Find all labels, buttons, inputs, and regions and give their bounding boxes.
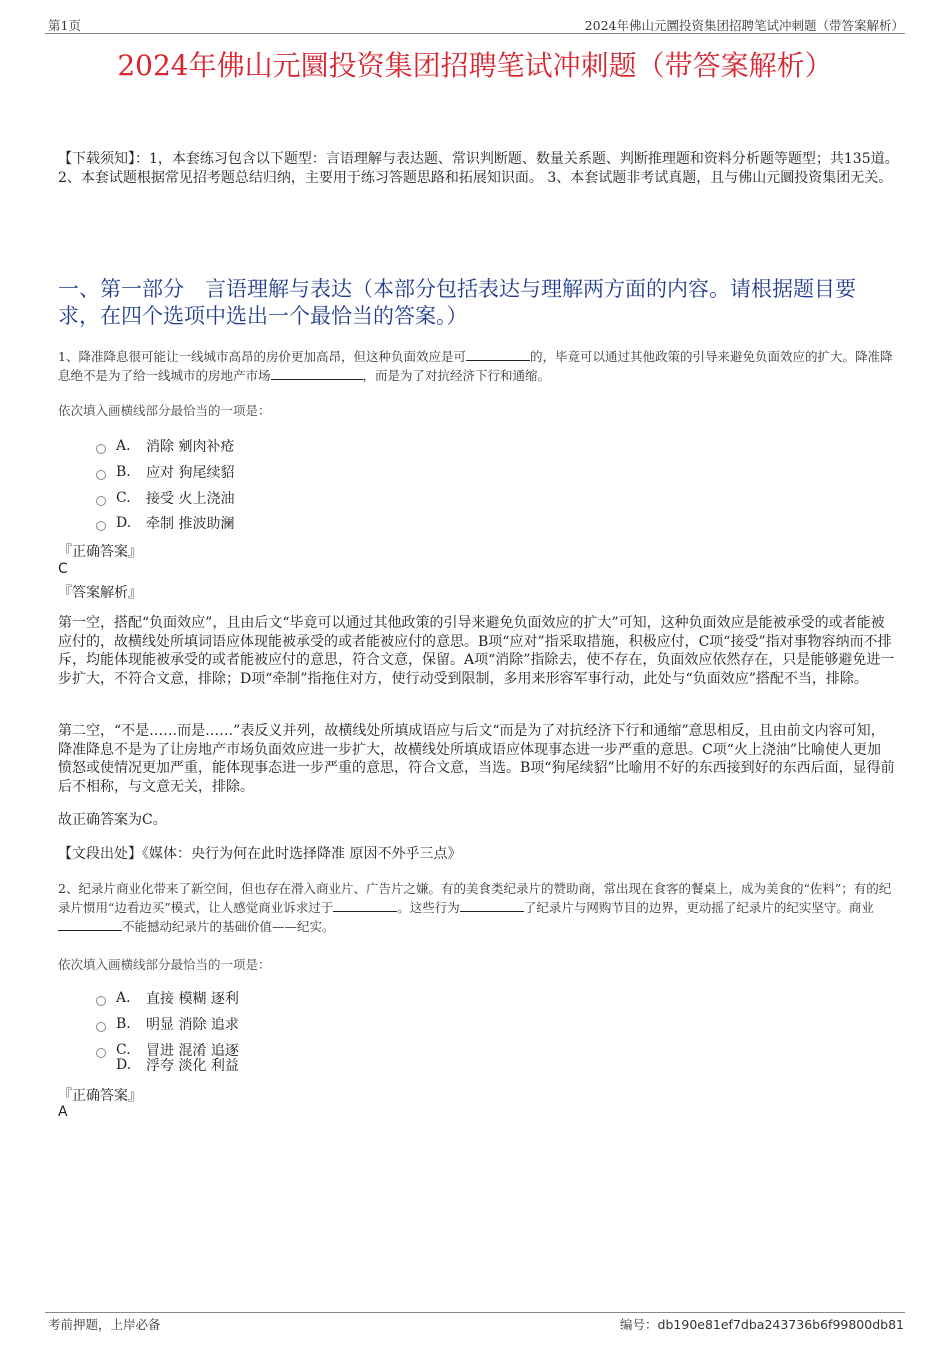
blank-3 bbox=[58, 918, 122, 931]
blank-1 bbox=[466, 348, 530, 361]
q1-option-b[interactable]: B. 应对 狗尾续貂 bbox=[96, 462, 234, 482]
q2-answer: A bbox=[58, 1104, 68, 1120]
question-2-hint: 依次填入画横线部分最恰当的一项是： bbox=[58, 957, 271, 972]
blank-2 bbox=[271, 367, 363, 380]
q1-conclusion: 故正确答案为C。 bbox=[58, 812, 167, 828]
q2-answer-label: 『正确答案』 bbox=[58, 1088, 142, 1104]
radio-icon[interactable] bbox=[96, 496, 106, 506]
q1-answer: C bbox=[58, 561, 68, 577]
download-notice: 【下载须知】：1，本套练习包含以下题型：言语理解与表达题、常识判断题、数量关系题、判断推理题和资料分析题等题型；共135道。 2、本套试题根据常见招考题总结归纳，主要用于练习答题思路和拓展知识面。 3、本套试题非考试真题，且与佛山元圜投资集团无关。 bbox=[58, 151, 899, 186]
blank-1 bbox=[333, 899, 397, 912]
header-divider bbox=[45, 33, 905, 34]
q1-option-d[interactable]: D. 牵制 推波助澜 bbox=[96, 513, 234, 533]
radio-icon[interactable] bbox=[96, 470, 106, 480]
radio-icon[interactable] bbox=[96, 444, 106, 454]
radio-icon[interactable] bbox=[96, 1022, 106, 1032]
footer-code: 编号：db190e81ef7dba243736b6f99800db81 bbox=[620, 1317, 904, 1332]
q1-source: 【文段出处】《媒体：央行为何在此时选择降准 原因不外乎三点》 bbox=[58, 846, 462, 862]
question-1-hint: 依次填入画横线部分最恰当的一项是： bbox=[58, 403, 271, 418]
radio-icon[interactable] bbox=[96, 521, 106, 531]
header-doc-title: 2024年佛山元圜投资集团招聘笔试冲刺题（带答案解析） bbox=[584, 18, 904, 33]
q2-option-d[interactable]: D. 浮夸 淡化 利益 bbox=[116, 1057, 239, 1074]
q1-option-a[interactable]: A. 消除 剜肉补疮 bbox=[96, 436, 234, 456]
radio-icon[interactable] bbox=[96, 996, 106, 1006]
footer-slogan: 考前押题，上岸必备 bbox=[48, 1317, 161, 1332]
q1-analysis-label: 『答案解析』 bbox=[58, 585, 142, 601]
q2-option-c[interactable]: C. 冒进 混淆 追逐 bbox=[96, 1040, 239, 1060]
page-number: 第1页 bbox=[48, 18, 81, 33]
section-heading: 一、第一部分 言语理解与表达（本部分包括表达与理解两方面的内容。请根据题目要求，在四个选项中选出一个最恰当的答案。） bbox=[58, 277, 856, 328]
q1-analysis-paragraph-1: 第一空，搭配“负面效应”，且由后文“毕竟可以通过其他政策的引导来避免负面效应的扩大”可知，这种负面效应是能被承受的或者能被应付的，故横线处所填词语应体现能被承受的或者能被应付的意思。B项“应对”指采取措施，积极应付，C项“接受”指对事物容纳而不排斥，均能体现能被承受的或者能被应付的意思，符合文意，保留。A项“消除”指除去，使不存在，负面效应依然存在，只是能够避免进一步扩大，不符合文意，排除；D项“牵制”指拖住对方，使行动受到限制，多用来形容军事行动，此处与“负面效应”搭配不当，排除。 bbox=[58, 615, 895, 687]
q2-option-a[interactable]: A. 直接 模糊 逐利 bbox=[96, 988, 239, 1008]
q1-answer-label: 『正确答案』 bbox=[58, 544, 142, 560]
question-1-stem: 1、降准降息很可能让一线城市高昂的房价更加高昂，但这种负面效应是可 的，毕竟可以通过其他政策的引导来避免负面效应的扩大。降准降息绝不是为了给一线城市的房地产市场 ，而是为了对抗经济下行和通缩。 bbox=[58, 349, 893, 383]
page-title: 2024年佛山元圜投资集团招聘笔试冲刺题（带答案解析） bbox=[117, 49, 833, 82]
q1-option-c[interactable]: C. 接受 火上浇油 bbox=[96, 488, 234, 508]
q1-analysis-paragraph-2: 第二空，“不是……而是……”表反义并列，故横线处所填成语应与后文“而是为了对抗经济下行和通缩”意思相反，且由前文内容可知，降准降息不是为了让房地产市场负面效应进一步扩大，故横线处所填成语应体现事态进一步严重的意思。C项“火上浇油”比喻使人更加愤怒或使情况更加严重，能体现事态进一步严重的意思，符合文意，当选。B项“狗尾续貂”比喻用不好的东西接到好的东西后面，显得前后不相称，与文意无关，排除。 bbox=[58, 723, 895, 795]
footer-divider bbox=[45, 1312, 905, 1313]
blank-2 bbox=[460, 899, 524, 912]
q2-option-b[interactable]: B. 明显 消除 追求 bbox=[96, 1014, 239, 1034]
question-2-stem: 2、纪录片商业化带来了新空间，但也存在滑入商业片、广告片之嫌。有的美食类纪录片的赞助商，常出现在食客的餐桌上，成为美食的“佐料”；有的纪录片惯用“边看边买”模式，让人感觉商业诉求过于 。这些行为 了纪录片与网购节目的边界，更动摇了纪录片的纪实坚守。商业不能撼动纪录片的基础价值——纪实。 bbox=[58, 881, 892, 934]
